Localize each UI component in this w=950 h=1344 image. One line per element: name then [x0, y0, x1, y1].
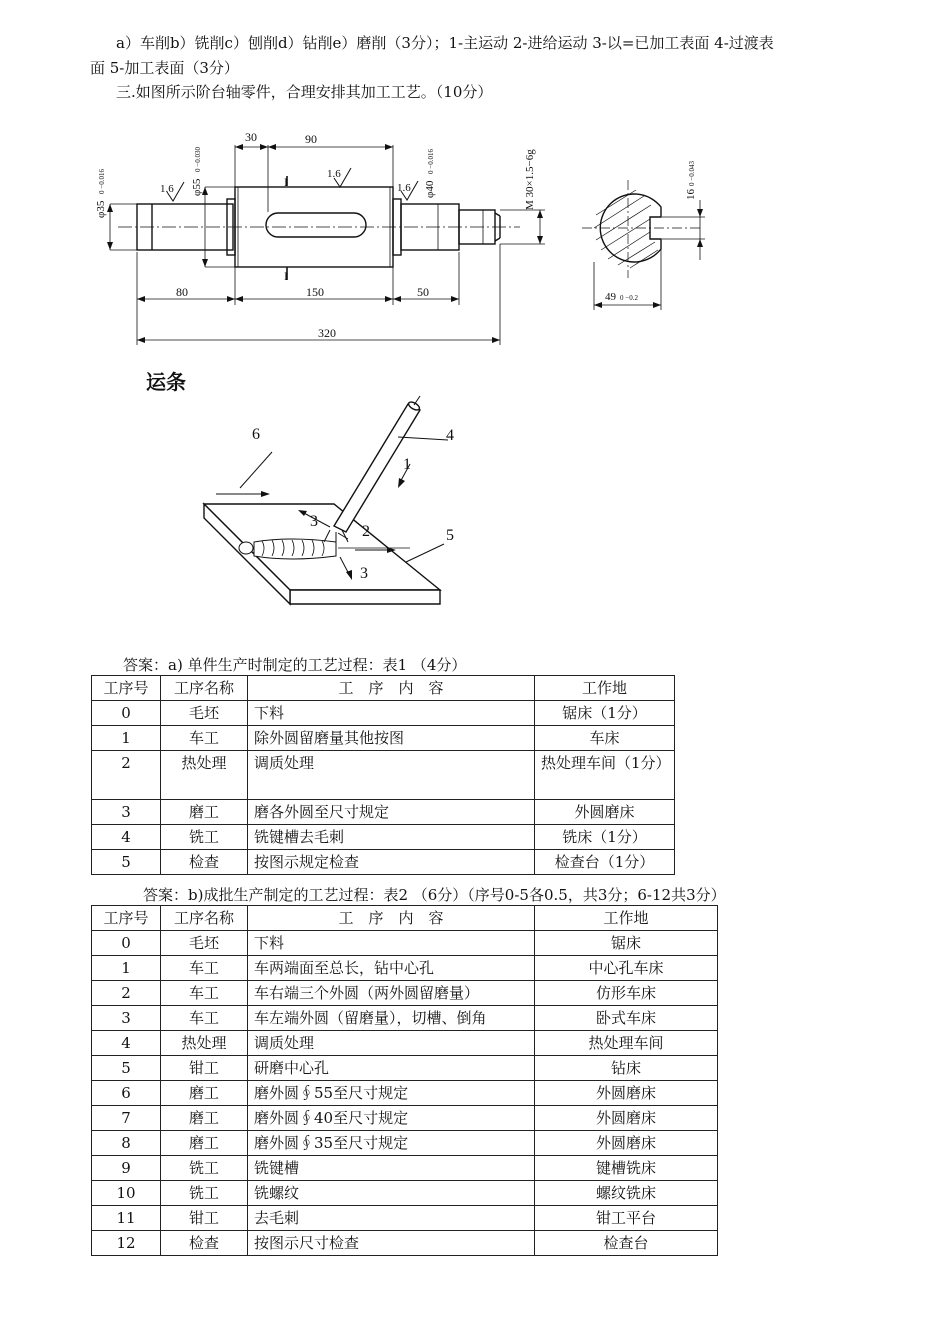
cell-step-name: 车工: [161, 981, 248, 1006]
cell-workplace: 热处理车间（1分）: [535, 751, 675, 800]
cell-step-no: 11: [92, 1206, 161, 1231]
cell-workplace: 外圆磨床: [535, 1081, 718, 1106]
cell-step-no: 12: [92, 1231, 161, 1256]
cell-step-content: 研磨中心孔: [248, 1056, 535, 1081]
cell-step-no: 3: [92, 1006, 161, 1031]
cell-step-content: 除外圆留磨量其他按图: [248, 726, 535, 751]
welding-heading: 运条: [146, 370, 186, 394]
cell-step-no: 7: [92, 1106, 161, 1131]
cell-workplace: 热处理车间: [535, 1031, 718, 1056]
section-mark-bottom: I: [284, 269, 288, 283]
cell-step-no: 1: [92, 726, 161, 751]
key-width-label: 16: [685, 189, 697, 200]
dia-55-label: φ55: [191, 178, 203, 196]
cell-step-content: 车两端面至总长，钻中心孔: [248, 956, 535, 981]
cell-step-content: 铣键槽去毛刺: [248, 825, 535, 850]
table-row: [92, 1231, 718, 1256]
cell-workplace: 检查台: [535, 1231, 718, 1256]
cell-step-content: 调质处理: [248, 1031, 535, 1056]
label-2: 2: [362, 523, 370, 540]
dia-35-tolerance: 0 −0.016: [98, 169, 106, 194]
cell-workplace: 锯床（1分）: [535, 701, 675, 726]
cell-workplace: 铣床（1分）: [535, 825, 675, 850]
cell-step-name: 检查: [161, 850, 248, 875]
thread-label: M 30×1.5−6g: [524, 149, 536, 210]
table-row: [92, 825, 675, 850]
cell-step-no: 9: [92, 1156, 161, 1181]
cell-step-content: 下料: [248, 701, 535, 726]
table-row: [92, 1056, 718, 1081]
cell-step-no: 1: [92, 956, 161, 981]
table-row: [92, 701, 675, 726]
dim-320: 320: [318, 326, 336, 340]
cell-workplace: 检查台（1分）: [535, 850, 675, 875]
roughness-3: 1.6: [397, 182, 411, 194]
dia-40-tolerance: 0 −0.016: [427, 149, 435, 174]
cell-workplace: 外圆磨床: [535, 800, 675, 825]
cell-step-name: 磨工: [161, 1106, 248, 1131]
cell-step-content: 磨外圆∮55至尺寸规定: [248, 1081, 535, 1106]
cell-step-name: 热处理: [161, 1031, 248, 1056]
table-row: [92, 800, 675, 825]
intro-line-1: a）车削b）铣削c）刨削d）钻削e）磨削（3分）；1-主运动 2-进给运动 3-以=已加工表面 4-过渡表: [116, 34, 774, 52]
header-step-no: 工序号: [92, 906, 161, 931]
cell-step-content: 铣螺纹: [248, 1181, 535, 1206]
cell-workplace: 键槽铣床: [535, 1156, 718, 1181]
table-header-row: [92, 676, 675, 701]
cell-step-name: 磨工: [161, 1131, 248, 1156]
table-row: [92, 1181, 718, 1206]
dim-150: 150: [306, 285, 324, 299]
cell-step-content: 铣键槽: [248, 1156, 535, 1181]
table-row: [92, 931, 718, 956]
cell-step-no: 10: [92, 1181, 161, 1206]
cell-workplace: 卧式车床: [535, 1006, 718, 1031]
label-3-upper: 3: [310, 513, 318, 530]
cell-step-name: 车工: [161, 1006, 248, 1031]
process-table-batch: [91, 905, 718, 1256]
cell-workplace: 锯床: [535, 931, 718, 956]
key-depth-tolerance: 0 −0.2: [620, 294, 638, 302]
cell-step-no: 2: [92, 981, 161, 1006]
label-5: 5: [446, 527, 454, 544]
label-4: 4: [446, 427, 454, 444]
cell-step-no: 4: [92, 825, 161, 850]
question-title: 三.如图所示阶台轴零件，合理安排其加工工艺。（10分）: [116, 83, 493, 101]
cell-step-name: 车工: [161, 956, 248, 981]
answer-a-caption: 答案：a) 单件生产时制定的工艺过程：表1 （4分）: [123, 656, 467, 674]
header-workplace: 工作地: [535, 906, 718, 931]
table-row: [92, 1006, 718, 1031]
cell-step-content: 按图示尺寸检查: [248, 1231, 535, 1256]
table-header-row: [92, 906, 718, 931]
cell-workplace: 仿形车床: [535, 981, 718, 1006]
welding-figure: [0, 0, 950, 650]
dim-50: 50: [417, 285, 429, 299]
table-row: [92, 751, 675, 800]
cell-step-name: 磨工: [161, 800, 248, 825]
cell-step-name: 铣工: [161, 825, 248, 850]
cell-workplace: 螺纹铣床: [535, 1181, 718, 1206]
label-1: 1: [403, 456, 411, 473]
cell-step-name: 车工: [161, 726, 248, 751]
table-row: [92, 1131, 718, 1156]
cell-step-content: 车左端外圆（留磨量），切槽、倒角: [248, 1006, 535, 1031]
cell-step-content: 调质处理: [248, 751, 535, 800]
cell-step-content: 去毛刺: [248, 1206, 535, 1231]
cell-step-name: 检查: [161, 1231, 248, 1256]
cell-step-name: 毛坯: [161, 701, 248, 726]
cell-step-no: 0: [92, 931, 161, 956]
table-row: [92, 1156, 718, 1181]
cell-step-content: 车右端三个外圆（两外圆留磨量）: [248, 981, 535, 1006]
table-row: [92, 1081, 718, 1106]
table-row: [92, 1031, 718, 1056]
cell-step-name: 毛坯: [161, 931, 248, 956]
cell-workplace: 钳工平台: [535, 1206, 718, 1231]
cell-step-name: 热处理: [161, 751, 248, 800]
cell-workplace: 中心孔车床: [535, 956, 718, 981]
cell-step-no: 2: [92, 751, 161, 800]
key-depth-label: 49: [605, 291, 616, 303]
header-step-content: 工 序 内 容: [248, 676, 535, 701]
dim-30: 30: [245, 130, 257, 144]
cell-step-content: 磨外圆∮35至尺寸规定: [248, 1131, 535, 1156]
cell-step-name: 钳工: [161, 1056, 248, 1081]
cell-step-name: 铣工: [161, 1156, 248, 1181]
cell-step-no: 6: [92, 1081, 161, 1106]
dia-40-label: φ40: [424, 180, 436, 198]
cell-step-name: 磨工: [161, 1081, 248, 1106]
table-row: [92, 850, 675, 875]
cell-workplace: 外圆磨床: [535, 1131, 718, 1156]
table-row: [92, 1206, 718, 1231]
cell-workplace: 外圆磨床: [535, 1106, 718, 1131]
process-table-single: [91, 675, 675, 875]
key-width-tolerance: 0 −0.043: [688, 161, 696, 186]
cell-step-name: 钳工: [161, 1206, 248, 1231]
cell-workplace: 钻床: [535, 1056, 718, 1081]
label-3-lower: 3: [360, 565, 368, 582]
cell-step-no: 5: [92, 850, 161, 875]
header-workplace: 工作地: [535, 676, 675, 701]
cell-step-no: 0: [92, 701, 161, 726]
cell-step-content: 磨外圆∮40至尺寸规定: [248, 1106, 535, 1131]
cell-step-no: 3: [92, 800, 161, 825]
cell-step-content: 磨各外圆至尺寸规定: [248, 800, 535, 825]
table-row: [92, 981, 718, 1006]
cell-step-content: 按图示规定检查: [248, 850, 535, 875]
cell-step-no: 5: [92, 1056, 161, 1081]
cell-step-no: 8: [92, 1131, 161, 1156]
cell-step-name: 铣工: [161, 1181, 248, 1206]
dia-35-label: φ35: [95, 200, 107, 218]
dia-55-tolerance: 0 −0.030: [194, 147, 202, 172]
table-row: [92, 956, 718, 981]
header-step-name: 工序名称: [161, 676, 248, 701]
header-step-name: 工序名称: [161, 906, 248, 931]
dim-90: 90: [305, 132, 317, 146]
roughness-1: 1.6: [160, 183, 174, 195]
answer-b-caption: 答案：b)成批生产制定的工艺过程：表2 （6分）（序号0-5各0.5，共3分；6-12共3分）: [143, 886, 726, 904]
table-row: [92, 1106, 718, 1131]
dim-80: 80: [176, 285, 188, 299]
table-row: [92, 726, 675, 751]
label-6: 6: [252, 426, 260, 443]
cell-step-no: 4: [92, 1031, 161, 1056]
roughness-2: 1.6: [327, 168, 341, 180]
intro-line-2: 面 5-加工表面（3分）: [90, 59, 239, 77]
section-mark-top: I: [284, 175, 288, 189]
cell-step-content: 下料: [248, 931, 535, 956]
header-step-content: 工 序 内 容: [248, 906, 535, 931]
header-step-no: 工序号: [92, 676, 161, 701]
cell-workplace: 车床: [535, 726, 675, 751]
